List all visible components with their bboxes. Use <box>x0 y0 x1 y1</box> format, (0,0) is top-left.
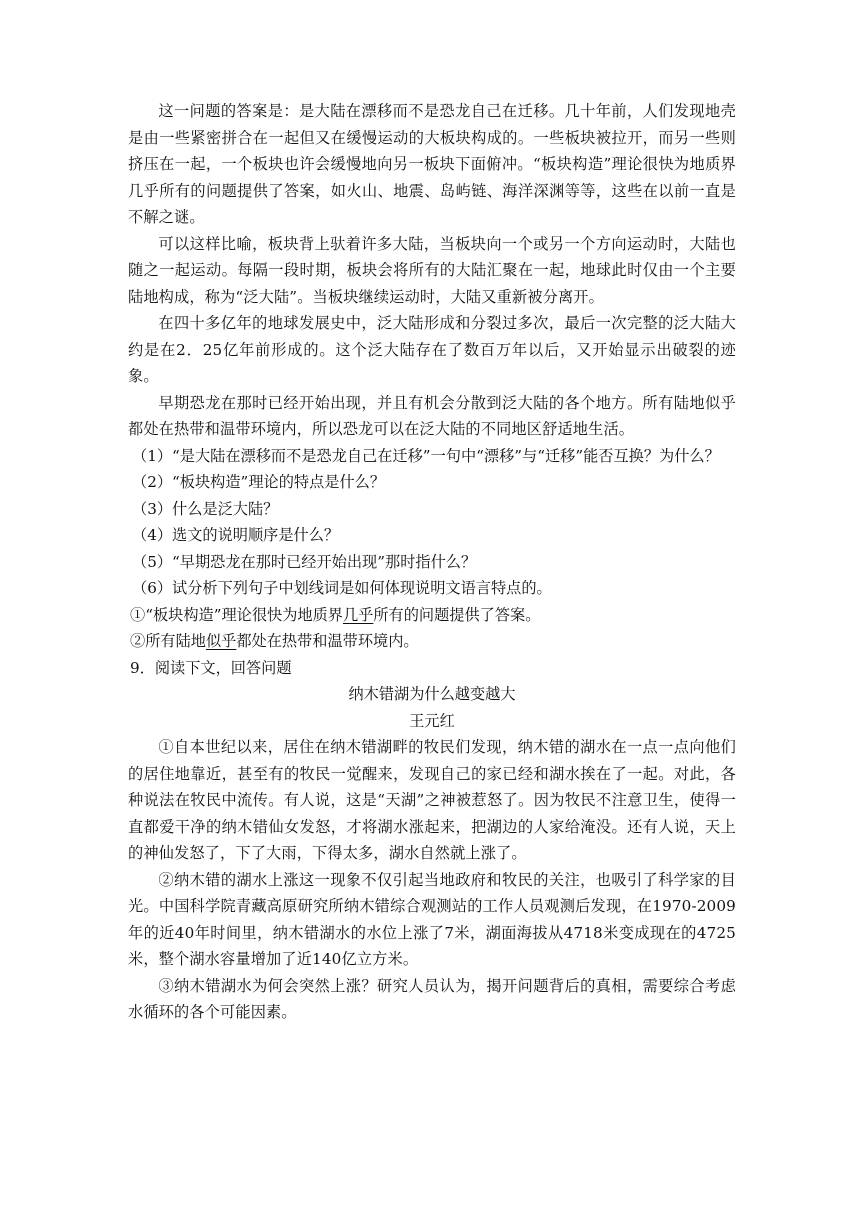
article-paragraph-2: ②纳木错的湖水上涨这一现象不仅引起当地政府和牧民的关注，也吸引了科学家的目光。中国科学院青藏高原研究所纳木错综合观测站的工作人员观测后发现，在1970-2009年的近40年时间里，纳木错湖水的水位上涨了7米，湖面海拔从4718米变成现在的4725米，整个湖水容量增加了近140亿立方米。 <box>128 870 736 968</box>
question-1: （1）“是大陆在漂移而不是恐龙自己在迁移”一句中“漂移”与“迁移”能否互换？为什么？ <box>132 446 720 465</box>
article-title: 纳木错湖为什么越变越大 <box>348 685 516 703</box>
question-9-prompt: 9．阅读下文，回答问题 <box>130 658 292 677</box>
document-page <box>128 98 736 1026</box>
sentence-1-underlined-word: 几乎 <box>342 605 374 624</box>
sentence-1-after: 所有的问题提供了答案。 <box>373 605 541 624</box>
question-3: （3）什么是泛大陆？ <box>132 499 279 518</box>
passage-paragraph-3: 在四十多亿年的地球发展史中，泛大陆形成和分裂过多次，最后一次完整的泛大陆大约是在2．25亿年前形成的。这个泛大陆存在了数百万年以后，又开始显示出破裂的迹象。 <box>128 314 736 385</box>
question-4: （4）选文的说明顺序是什么？ <box>132 526 340 544</box>
sentence-1-before: ①“板块构造”理论很快为地质界 <box>130 605 343 624</box>
question-2: （2）“板块构造”理论的特点是什么？ <box>132 473 386 491</box>
sentence-2-before: ②所有陆地 <box>130 632 206 650</box>
sentence-2-after: 都处在热带和温带环境内。 <box>236 632 419 650</box>
example-sentence-1 <box>128 602 736 629</box>
passage-paragraph-4: 早期恐龙在那时已经开始出现，并且有机会分散到泛大陆的各个地方。所有陆地似乎都处在热带和温带环境内，所以恐龙可以在泛大陆的不同地区舒适地生活。 <box>128 393 736 438</box>
article-paragraph-1: ①自本世纪以来，居住在纳木错湖畔的牧民们发现，纳木错的湖水在一点一点向他们的居住地靠近，甚至有的牧民一觉醒来，发现自己的家已经和湖水挨在了一起。对此，各种说法在牧民中流传。有人说，这是“天湖”之神被惹怒了。因为牧民不注意卫生，使得一直都爱干净的纳木错仙女发怒，才将湖水涨起来，把湖边的人家给淹没。还有人说，天上的神仙发怒了，下了大雨，下得太多，湖水自然就上涨了。 <box>128 738 736 862</box>
example-sentence-2 <box>128 628 736 655</box>
article-paragraph-3: ③纳木错湖水为何会突然上涨？研究人员认为，揭开问题背后的真相，需要综合考虑水循环的各个可能因素。 <box>128 976 736 1021</box>
sentence-2-underlined-word: 似乎 <box>205 632 237 650</box>
passage-paragraph-1: 这一问题的答案是：是大陆在漂移而不是恐龙自己在迁移。几十年前，人们发现地壳是由一些紧密拼合在一起但又在缓慢运动的大板块构成的。一些板块被拉开，而另一些则挤压在一起，一个板块也许会缓慢地向另一板块下面俯冲。“板块构造”理论很快为地质界几乎所有的问题提供了答案，如火山、地震、岛屿链、海洋深渊等等，这些在以前一直是不解之谜。 <box>128 102 736 226</box>
passage-paragraph-2: 可以这样比喻，板块背上驮着许多大陆，当板块向一个或另一个方向运动时，大陆也随之一起运动。每隔一段时期，板块会将所有的大陆汇聚在一起，地球此时仅由一个主要陆地构成，称为“泛大陆”。当板块继续运动时，大陆又重新被分离开。 <box>128 234 736 306</box>
question-5: （5）“早期恐龙在那时已经开始出现”那时指什么？ <box>132 552 477 571</box>
question-6: （6）试分析下列句子中划线词是如何体现说明文语言特点的。 <box>132 579 552 597</box>
article-author: 王元红 <box>409 711 455 730</box>
